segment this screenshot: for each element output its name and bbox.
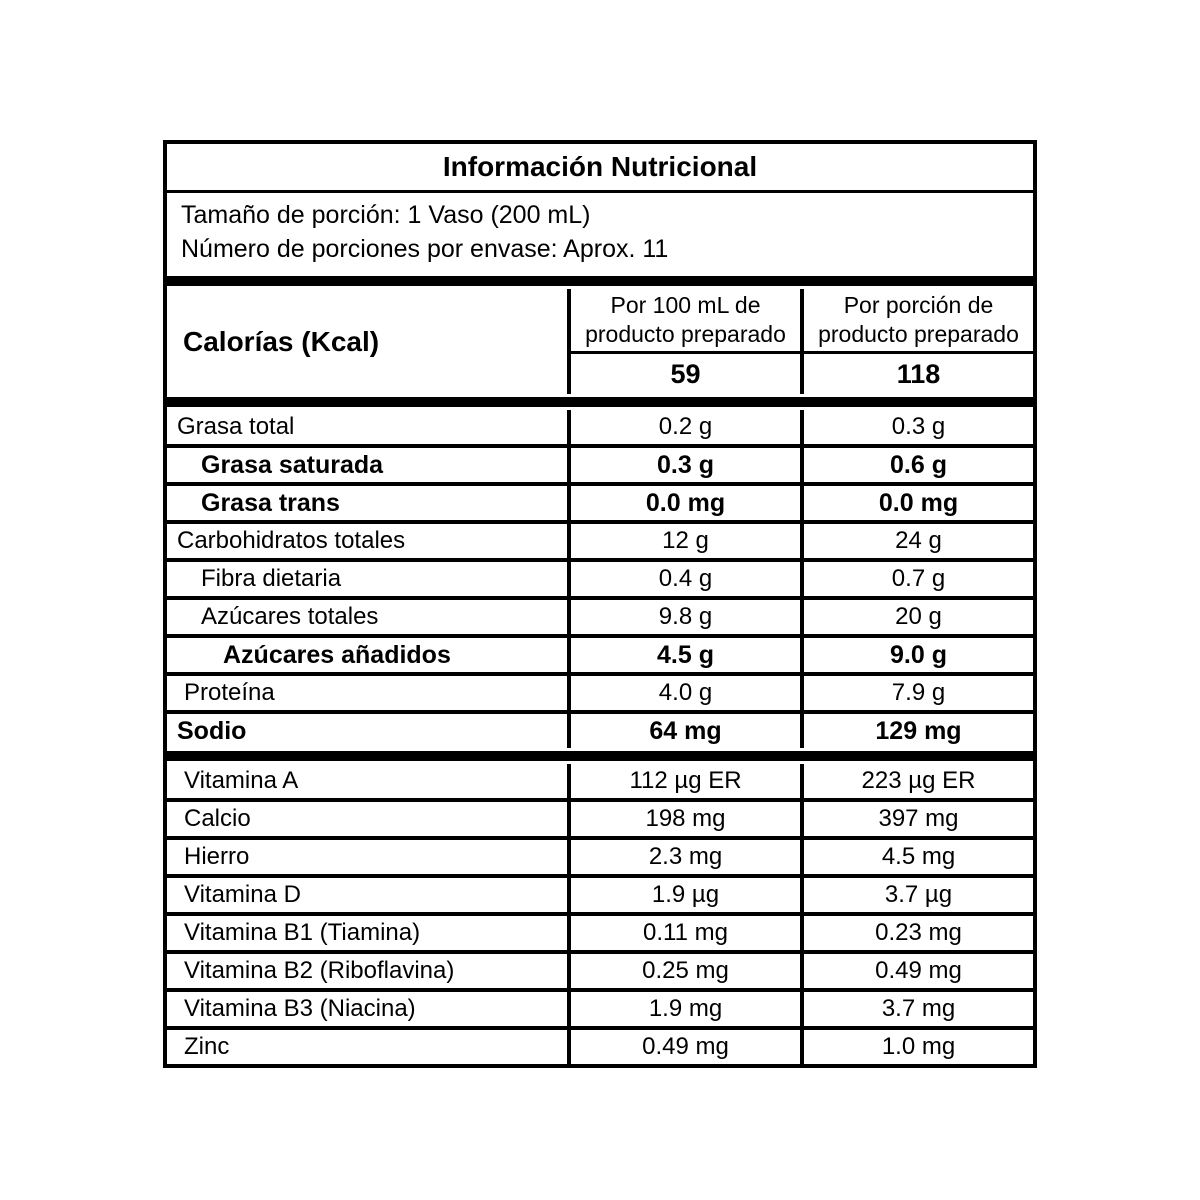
value-per-portion: 7.9 g (800, 676, 1033, 710)
nutrient-row (167, 798, 1033, 836)
value-per-100ml: 0.4 g (567, 562, 800, 596)
value-per-100ml: 112 µg ER (567, 764, 800, 798)
nutrient-row (167, 520, 1033, 558)
nutrient-row (167, 764, 1033, 798)
nutrient-row (167, 444, 1033, 482)
value-per-100ml: 4.5 g (567, 638, 800, 672)
value-per-100ml: 1.9 µg (567, 878, 800, 912)
label-title: Información Nutricional (167, 144, 1033, 193)
calories-section (167, 289, 1033, 394)
nutrient-label: Azúcares totales (201, 603, 379, 630)
value-per-portion: 0.6 g (800, 448, 1033, 482)
nutrient-row (167, 912, 1033, 950)
section-divider (167, 751, 1033, 761)
nutrition-facts-label (163, 140, 1037, 1068)
nutrient-label: Vitamina A (184, 767, 299, 794)
value-per-100ml: 12 g (567, 524, 800, 558)
value-per-portion: 397 mg (800, 802, 1033, 836)
nutrient-label: Vitamina B1 (Tiamina) (184, 919, 421, 946)
nutrient-row (167, 1026, 1033, 1064)
serving-info (167, 193, 1033, 273)
value-per-100ml: 2.3 mg (567, 840, 800, 874)
nutrient-label: Azúcares añadidos (223, 640, 451, 669)
calories-label: Calorías (Kcal) (183, 325, 380, 357)
nutrient-label: Proteína (184, 679, 275, 706)
nutrient-label: Vitamina B2 (Riboflavina) (184, 957, 455, 984)
nutrient-label: Fibra dietaria (201, 565, 342, 592)
nutrient-label: Carbohidratos totales (177, 527, 406, 554)
value-per-100ml: 0.3 g (567, 448, 800, 482)
value-per-100ml: 1.9 mg (567, 992, 800, 1026)
value-per-portion: 3.7 mg (800, 992, 1033, 1026)
value-per-portion: 1.0 mg (800, 1030, 1033, 1064)
per-100ml-column (567, 289, 800, 394)
nutrient-label: Grasa saturada (201, 450, 384, 479)
section-divider (167, 397, 1033, 407)
nutrient-label: Hierro (184, 843, 250, 870)
macronutrients-section (167, 410, 1033, 748)
value-per-portion: 129 mg (800, 714, 1033, 748)
value-per-100ml: 0.0 mg (567, 486, 800, 520)
value-per-100ml: 4.0 g (567, 676, 800, 710)
section-divider (167, 276, 1033, 286)
serving-size: Tamaño de porción: 1 Vaso (200 mL) (181, 201, 591, 229)
nutrient-row (167, 836, 1033, 874)
nutrient-row (167, 710, 1033, 748)
value-per-portion: 0.49 mg (800, 954, 1033, 988)
servings-per-container: Número de porciones por envase: Aprox. 11 (181, 235, 669, 263)
value-per-portion: 0.0 mg (800, 486, 1033, 520)
value-per-portion: 20 g (800, 600, 1033, 634)
nutrient-label: Grasa trans (201, 488, 340, 517)
per-portion-column (800, 289, 1033, 394)
micronutrients-section (167, 764, 1033, 1064)
nutrient-row (167, 410, 1033, 444)
value-per-100ml: 64 mg (567, 714, 800, 748)
nutrient-row (167, 558, 1033, 596)
value-per-portion: 223 µg ER (800, 764, 1033, 798)
nutrient-row (167, 596, 1033, 634)
value-per-portion: 9.0 g (800, 638, 1033, 672)
nutrient-label: Grasa total (177, 413, 295, 440)
value-per-100ml: 0.11 mg (567, 916, 800, 950)
value-per-portion: 24 g (800, 524, 1033, 558)
nutrient-label: Vitamina D (184, 881, 301, 908)
nutrient-row (167, 482, 1033, 520)
value-per-portion: 0.23 mg (800, 916, 1033, 950)
nutrient-label: Vitamina B3 (Niacina) (184, 995, 416, 1022)
value-per-portion: 0.3 g (800, 410, 1033, 444)
value-per-portion: 4.5 mg (800, 840, 1033, 874)
nutrient-label: Calcio (184, 805, 251, 832)
calories-per-portion: 118 (896, 358, 941, 389)
value-per-100ml: 198 mg (567, 802, 800, 836)
nutrient-row (167, 874, 1033, 912)
value-per-100ml: 0.2 g (567, 410, 800, 444)
value-per-100ml: 9.8 g (567, 600, 800, 634)
calories-per-100ml: 59 (670, 358, 701, 389)
nutrient-row (167, 950, 1033, 988)
nutrient-row (167, 988, 1033, 1026)
value-per-portion: 0.7 g (800, 562, 1033, 596)
value-per-100ml: 0.49 mg (567, 1030, 800, 1064)
nutrient-label: Zinc (184, 1033, 230, 1060)
nutrient-row (167, 672, 1033, 710)
column-header-per-portion: Por porción de producto preparado (804, 289, 1033, 354)
value-per-100ml: 0.25 mg (567, 954, 800, 988)
nutrient-row (167, 634, 1033, 672)
nutrient-label: Sodio (177, 716, 247, 745)
value-per-portion: 3.7 µg (800, 878, 1033, 912)
column-header-per-100ml: Por 100 mL de producto preparado (571, 289, 800, 354)
